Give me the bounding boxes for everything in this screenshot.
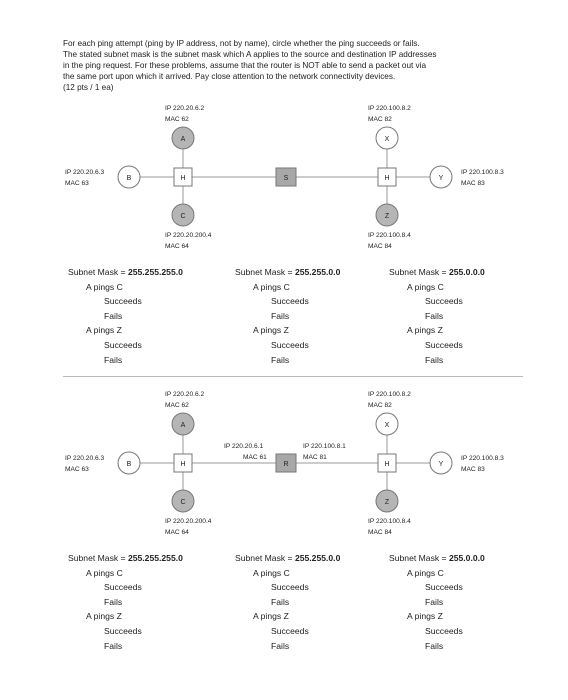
node-y-label: Y (438, 175, 444, 182)
question-block (68, 265, 183, 367)
node-a (172, 413, 194, 435)
subnet-mask-title: Subnet Mask = 255.0.0.0 (389, 553, 485, 563)
ping-question: A pings Z (86, 325, 122, 336)
node-c-ip: IP 220.20.200.4 (165, 232, 212, 239)
node-y-ip: IP 220.100.8.3 (461, 169, 504, 176)
node-x-label: X (384, 136, 390, 143)
instruction-line: in the ping request. For these problems, assume that the router is NOT able to send a packet out via (63, 61, 427, 70)
option-succeeds[interactable]: Succeeds (271, 625, 309, 636)
node-c (172, 204, 194, 226)
node-x-ip: IP 220.100.8.2 (368, 105, 411, 112)
option-fails[interactable]: Fails (104, 310, 123, 321)
router-left-port-mac: MAC 61 (243, 454, 267, 461)
option-succeeds[interactable]: Succeeds (104, 339, 142, 350)
instruction-line: The stated subnet mask is the subnet mask which A applies to the source and destination IP addresses (63, 50, 437, 59)
node-b-label: B (126, 175, 132, 182)
node-y (430, 452, 452, 474)
node-z (376, 204, 398, 226)
ping-question: A pings C (86, 567, 123, 578)
node-a (172, 127, 194, 149)
switch-label: S (283, 175, 289, 182)
node-a-ip: IP 220.20.6.2 (165, 391, 205, 398)
node-c-mac: MAC 64 (165, 243, 189, 250)
option-fails[interactable]: Fails (271, 310, 290, 321)
node-x-mac: MAC 82 (368, 116, 392, 123)
question-block (389, 551, 485, 653)
node-z-mac: MAC 84 (368, 243, 392, 250)
instructions (63, 38, 533, 93)
question-block (389, 265, 485, 367)
instruction-line: For each ping attempt (ping by IP address, not by name), circle whether the ping succeeds or fails. (63, 39, 420, 48)
hub-right (378, 454, 396, 472)
node-b-mac: MAC 63 (65, 466, 89, 473)
option-succeeds[interactable]: Succeeds (425, 625, 463, 636)
router-label: R (283, 461, 289, 468)
hub-left-label: H (180, 461, 186, 468)
router-right-port-mac: MAC 81 (303, 454, 327, 461)
node-c-ip: IP 220.20.200.4 (165, 518, 212, 525)
router-left-port-ip: IP 220.20.6.1 (224, 443, 264, 450)
node-y-mac: MAC 83 (461, 180, 485, 187)
router-right-port-ip: IP 220.100.8.1 (303, 443, 346, 450)
option-fails[interactable]: Fails (425, 596, 444, 607)
instruction-line: the same port upon which it arrived. Pay close attention to the network connectivity devices. (63, 72, 396, 81)
hub-right-label: H (384, 461, 390, 468)
node-a-label: A (180, 422, 186, 429)
option-succeeds[interactable]: Succeeds (104, 625, 142, 636)
option-succeeds[interactable]: Succeeds (425, 339, 463, 350)
ping-question: A pings Z (253, 325, 289, 336)
node-z-ip: IP 220.100.8.4 (368, 232, 411, 239)
subnet-mask-title: Subnet Mask = 255.255.255.0 (68, 553, 183, 563)
node-c (172, 490, 194, 512)
node-b-ip: IP 220.20.6.3 (65, 455, 105, 462)
hub-right-label: H (384, 175, 390, 182)
node-x (376, 127, 398, 149)
option-succeeds[interactable]: Succeeds (271, 339, 309, 350)
ping-question: A pings C (253, 567, 290, 578)
option-succeeds[interactable]: Succeeds (425, 582, 463, 593)
node-y-ip: IP 220.100.8.3 (461, 455, 504, 462)
option-succeeds[interactable]: Succeeds (271, 296, 309, 307)
node-z-label: Z (384, 213, 390, 220)
ping-question: A pings Z (407, 611, 443, 622)
node-b-ip: IP 220.20.6.3 (65, 169, 105, 176)
node-y-label: Y (438, 461, 444, 468)
node-b (118, 166, 140, 188)
node-y-mac: MAC 83 (461, 466, 485, 473)
ping-question: A pings C (407, 567, 444, 578)
option-fails[interactable]: Fails (104, 596, 123, 607)
switch-device (276, 168, 296, 186)
node-c-label: C (180, 499, 186, 506)
option-fails[interactable]: Fails (271, 596, 290, 607)
option-succeeds[interactable]: Succeeds (104, 296, 142, 307)
section-divider (63, 376, 523, 377)
node-x (376, 413, 398, 435)
ping-question: A pings Z (86, 611, 122, 622)
node-b (118, 452, 140, 474)
hub-left-label: H (180, 175, 186, 182)
node-y (430, 166, 452, 188)
option-fails[interactable]: Fails (271, 354, 290, 365)
subnet-mask-title: Subnet Mask = 255.0.0.0 (389, 267, 485, 277)
node-z-ip: IP 220.100.8.4 (368, 518, 411, 525)
option-fails[interactable]: Fails (104, 354, 123, 365)
node-b-mac: MAC 63 (65, 180, 89, 187)
node-z-mac: MAC 84 (368, 529, 392, 536)
question-block (235, 551, 340, 653)
ping-question: A pings C (253, 281, 290, 292)
option-succeeds[interactable]: Succeeds (104, 582, 142, 593)
subnet-mask-title: Subnet Mask = 255.255.255.0 (68, 267, 183, 277)
node-b-label: B (126, 461, 132, 468)
node-c-mac: MAC 64 (165, 529, 189, 536)
option-fails[interactable]: Fails (271, 640, 290, 651)
node-c-label: C (180, 213, 186, 220)
question-block (235, 265, 340, 367)
option-succeeds[interactable]: Succeeds (271, 582, 309, 593)
question-block (68, 551, 183, 653)
ping-question: A pings Z (407, 325, 443, 336)
node-z-label: Z (384, 499, 390, 506)
option-succeeds[interactable]: Succeeds (425, 296, 463, 307)
hub-left (174, 168, 192, 186)
ping-question: A pings C (86, 281, 123, 292)
option-fails[interactable]: Fails (425, 310, 444, 321)
router-device (276, 454, 296, 472)
node-a-mac: MAC 62 (165, 402, 189, 409)
network-diagram-router (0, 381, 568, 541)
option-fails[interactable]: Fails (425, 354, 444, 365)
hub-right (378, 168, 396, 186)
hub-left (174, 454, 192, 472)
ping-question: A pings C (407, 281, 444, 292)
node-a-label: A (180, 136, 186, 143)
node-z (376, 490, 398, 512)
ping-question: A pings Z (253, 611, 289, 622)
node-x-mac: MAC 82 (368, 402, 392, 409)
subnet-mask-title: Subnet Mask = 255.255.0.0 (235, 267, 341, 277)
instruction-line: (12 pts / 1 ea) (63, 83, 114, 92)
option-fails[interactable]: Fails (425, 640, 444, 651)
option-fails[interactable]: Fails (104, 640, 123, 651)
node-x-ip: IP 220.100.8.2 (368, 391, 411, 398)
node-a-mac: MAC 62 (165, 116, 189, 123)
node-a-ip: IP 220.20.6.2 (165, 105, 205, 112)
node-x-label: X (384, 422, 390, 429)
subnet-mask-title: Subnet Mask = 255.255.0.0 (235, 553, 341, 563)
network-diagram-switch (0, 95, 568, 255)
